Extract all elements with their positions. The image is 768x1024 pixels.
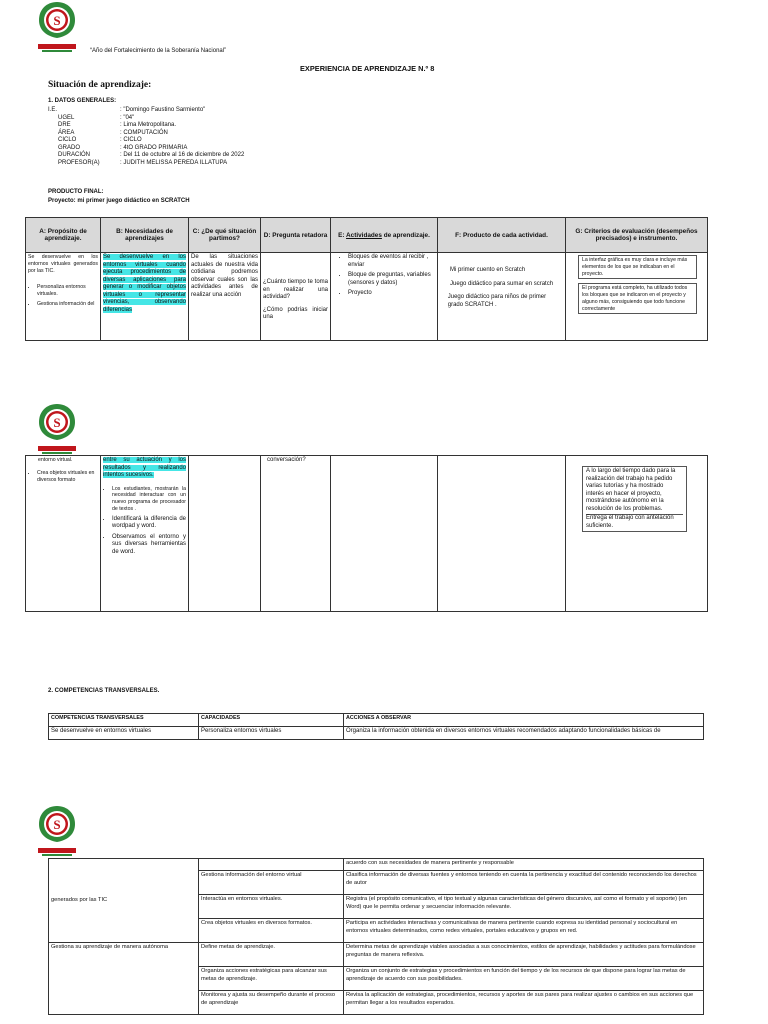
list-item: • Los estudiantes, mostrarán la necesidad interactuar con un nuevo programa de procesador de textos . (112, 486, 186, 513)
action-cell: Determina metas de aprendizaje viables asociadas a sus conocimientos, estilos de aprendizaje, habilidades y actitudes para formulándose preguntas de manera reflexiva. (344, 943, 704, 967)
svg-text:S: S (53, 817, 61, 832)
section2-title: 2. COMPETENCIAS TRANSVERSALES. (48, 688, 160, 694)
header-competences: COMPETENCIAS TRANSVERSALES (49, 714, 199, 727)
products-cell (438, 456, 566, 612)
competence-cell: generados por las TIC (49, 859, 199, 943)
capacity-cell: Personaliza entornos virtuales (199, 727, 344, 740)
general-value: : CICLO (120, 137, 142, 143)
svg-text:S: S (53, 415, 61, 430)
capacity-cell: Crea objetos virtuales en diversos formatos. (199, 919, 344, 943)
criteria-box (582, 466, 687, 532)
action-cell: Participa en actividades interactivas y comunicativas de manera pertinente cuando expresa su identidad personal y sociocultural en entornos virtuales determinados, como redes virtuales, portales educativos y grupos en red. (344, 919, 704, 943)
general-row (48, 160, 244, 168)
situation-cell: De las situaciones actuales de nuestra vida cotidiana podremos observar cuales son las actividades antes de realizar una acción (189, 253, 261, 341)
header-activities (331, 218, 438, 253)
question-2: ¿Cómo podrías iniciar una (263, 306, 328, 320)
general-value: : "Domingo Faustino Sarmiento" (120, 107, 206, 113)
header-activities-underlined: Actividades (346, 231, 382, 239)
capacity-cell: Gestiona información del entorno virtual (199, 871, 344, 895)
list-item (440, 267, 563, 275)
highlighted-needs-text: entre su actuación y los resultados y realizando intentos sucesivos. (103, 457, 186, 478)
purpose-cell (26, 456, 101, 612)
purpose-intro: Se desenvuelve en los entornos virtuales generados por las TIC. (28, 254, 98, 274)
capacity-cell: Monitorea y ajusta su desempeño durante el proceso de aprendizaje (199, 991, 344, 1015)
svg-text:S: S (53, 13, 61, 28)
activities-cell (331, 253, 438, 341)
purpose-list (28, 284, 98, 307)
learning-experience-table-continued (25, 455, 708, 612)
header-criteria: G: Criterios de evaluación (desempeños precisados) e instrumento. (566, 218, 708, 253)
situation-title: Situación de aprendizaje: (48, 80, 152, 90)
empty-box-icon (440, 281, 450, 289)
products-cell (438, 253, 566, 341)
criteria-text: A lo largo del tiempo dado para la realización del trabajo ha pedido varias tutorías y ha mostrado interés en hacer el proyecto, mostrándose autónomo en la resolución de los problemas. (586, 468, 676, 512)
list-item: • Bloque de preguntas, variables (sensores y datos) (348, 272, 435, 287)
experience-title: EXPERIENCIA DE APRENDIZAJE N.º 8 (300, 64, 435, 73)
general-row (48, 115, 244, 123)
product-item: Juego didáctico para sumar en scratch (450, 280, 554, 287)
capacity-cell: Define metas de aprendizaje. (199, 943, 344, 967)
general-data-list (48, 107, 244, 167)
header-activities-prefix: E: (338, 231, 347, 239)
general-label: PROFESOR(A) (58, 159, 100, 166)
action-cell: Organiza la información obtenida en diversos entornos virtuales recomendados adaptando funcionalidades básicas de (344, 727, 704, 740)
list-item: • Personaliza entornos virtuales. (37, 284, 98, 298)
table-header-row (49, 714, 704, 727)
general-label: UGEL (58, 114, 75, 121)
action-cell: acuerdo con sus necesidades de manera pertinente y responsable (344, 859, 704, 871)
general-value: : JUDITH MELISSA PEREDA ILLATUPA (120, 159, 228, 166)
general-label: I.E. (48, 107, 58, 113)
table-row (49, 943, 704, 967)
capacity-cell: Organiza acciones estratégicas para alcanzar sus metas de aprendizaje. (199, 967, 344, 991)
general-label: DRE (58, 122, 71, 128)
header-purpose: A: Propósito de aprendizaje. (26, 218, 101, 253)
empty-box-icon (440, 294, 448, 309)
general-value: : Lima Metropolitana. (120, 122, 177, 128)
general-label: ÁREA (58, 129, 75, 136)
criteria-cell (566, 253, 708, 341)
general-label: CICLO (58, 137, 77, 143)
activities-list (339, 254, 435, 298)
question-1: ¿Cuánto tiempo te toma en realizar una actividad? (263, 279, 328, 300)
learning-experience-table (25, 217, 708, 341)
table-row (26, 456, 708, 612)
needs-continued (103, 457, 186, 480)
general-data-heading: 1. DATOS GENERALES: (48, 98, 117, 104)
purpose-cell (26, 253, 101, 341)
needs-cell (101, 253, 189, 341)
project-line: Proyecto: mi primer juego didáctico en SCRATCH (48, 198, 190, 204)
school-logo (33, 0, 81, 56)
list-item: • Bloques de eventos al recibir , enviar (348, 254, 435, 269)
capacity-cell: Interactúa en entornos virtuales. (199, 895, 344, 919)
empty-box-icon (440, 267, 450, 275)
highlighted-needs-text: Se desenvuelve en los entornos virtuales cuando ejecuta procedimientos de diversas aplicaciones para generar o modificar objetos virtuales o representar vivencias, observando diferencias (103, 254, 186, 313)
table-header-row (26, 218, 708, 253)
general-value: : 4tO GRADO PRIMARIA (120, 144, 188, 151)
header-products: F: Producto de cada actividad. (438, 218, 566, 253)
general-row (48, 130, 244, 138)
needs-cell (101, 456, 189, 612)
header-situation: C: ¿De qué situación partimos? (189, 218, 261, 253)
general-label: GRADO (58, 144, 81, 151)
general-row (48, 122, 244, 130)
header-capacities: CAPACIDADES (199, 714, 344, 727)
product-item: Mi primer cuento en Scratch (450, 267, 526, 273)
list-item: • Identificará la diferencia de wordpad y word. (112, 516, 186, 531)
purpose-list (28, 470, 98, 484)
school-logo (33, 402, 81, 458)
competences-table-continued (48, 858, 704, 1015)
table-row (26, 253, 708, 341)
list-item: • Crea objetos virtuales en diversos formato (37, 470, 98, 484)
table-row (49, 859, 704, 871)
general-label: DURACIÓN (58, 152, 91, 158)
table-row (49, 727, 704, 740)
general-row (48, 152, 244, 160)
action-cell: Organiza un conjunto de estrategias y procedimientos en función del tiempo y de los recursos de que dispone para lograr las metas de aprendizaje de acuerdo con sus posibilidades. (344, 967, 704, 991)
criteria-text-tail: Entrega el trabajo con antelación suficiente. (586, 514, 683, 530)
header-actions: ACCIONES A OBSERVAR (344, 714, 704, 727)
question-cell (261, 253, 331, 341)
product-item: Juego didáctico para niños de primer grado SCRATCH . (447, 294, 547, 308)
criteria-box: El programa está completo, ha utilizado todos los bloques que se indicaron en el proyecto y alguno más, consiguiendo que todo funcione correctamente (578, 283, 697, 314)
list-item: • Proyecto (348, 290, 435, 298)
general-row (48, 107, 244, 115)
general-value: : Del 11 de octubre al 16 de diciembre de 2022 (120, 152, 245, 158)
list-item: • Observamos el entorno y sus diversas herramientas de word. (112, 534, 186, 557)
competence-cell: Se desenvuelve en entornos virtuales (49, 727, 199, 740)
list-item: • Gestiona información del (37, 301, 98, 308)
situation-cell (189, 456, 261, 612)
purpose-continued: entorno virtual. (38, 457, 73, 463)
year-motto: “Año del Fortalecimiento de la Soberanía Nacional” (90, 48, 227, 54)
header-question: D: Pregunta retadora (261, 218, 331, 253)
capacity-cell (199, 859, 344, 871)
school-logo (33, 804, 81, 860)
list-item (440, 281, 563, 289)
criteria-cell (566, 456, 708, 612)
header-activities-suffix: de aprendizaje. (381, 231, 430, 239)
needs-list (103, 486, 186, 557)
list-item (440, 294, 563, 309)
criteria-box: La interfaz gráfica es muy clara e incluye más elementos de los que se indicaban en el proyecto. (578, 255, 697, 279)
action-cell: Registra (el propósito comunicativo, el tipo textual y algunas características del género discursivo, así como el formato y el soporte) (en Word) que le permita ordenar y secuenciar información relevante. (344, 895, 704, 919)
general-value: : "04" (120, 114, 135, 121)
action-cell: Revisa la aplicación de estrategias, procedimientos, recursos y aportes de sus pares para realizar ajustes o cambios en sus acciones que permitan llegar a los resultados esperados. (344, 991, 704, 1015)
general-value: : COMPUTACIÓN (120, 129, 168, 136)
action-cell: Clasifica información de diversas fuentes y entornos teniendo en cuenta la pertinencia y exactitud del contenido reconociendo los derechos de autor (344, 871, 704, 895)
activities-cell (331, 456, 438, 612)
general-row (48, 145, 244, 153)
product-label: PRODUCTO FINAL: (48, 189, 104, 195)
general-row (48, 137, 244, 145)
transversal-competences-table (48, 713, 704, 740)
competence-cell: Gestiona su aprendizaje de manera autónoma (49, 943, 199, 1015)
question-cell: conversación? (261, 456, 331, 612)
header-needs: B: Necesidades de aprendizajes (101, 218, 189, 253)
